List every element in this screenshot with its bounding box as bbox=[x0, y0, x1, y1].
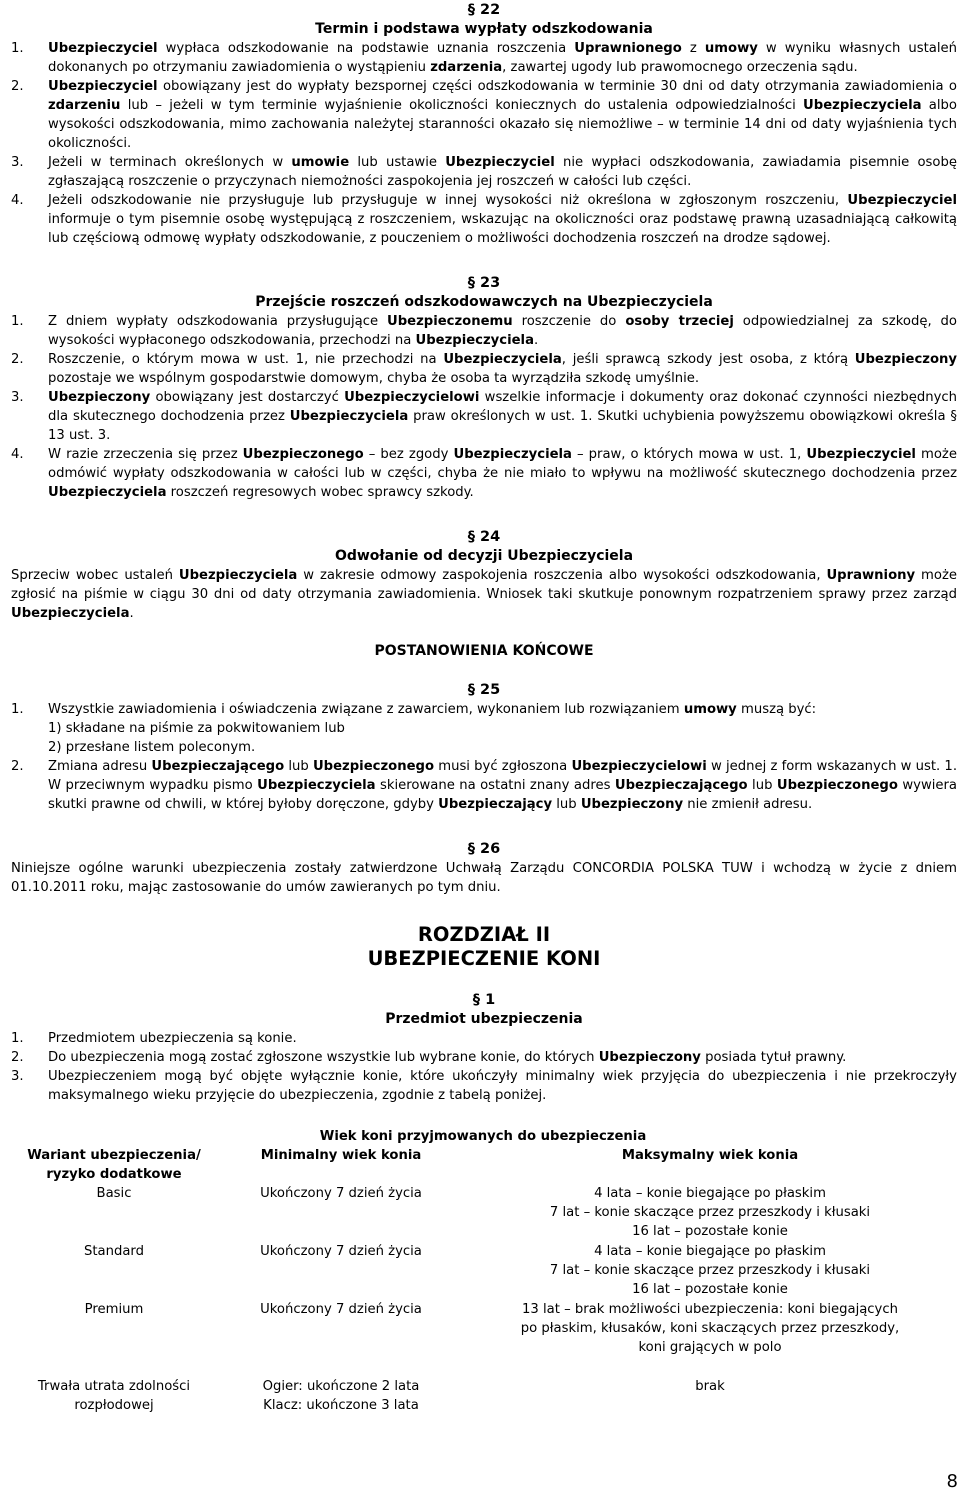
paragraph: Niniejsze ogólne warunki ubezpieczenia zostały zatwierdzone Uchwałą Zarządu CONCORDIA POLSKA TUW i wchodzą w życie z dniem 01.10.2011 roku, mając zastosowanie do umów zawieranych po tym dniu. bbox=[11, 861, 957, 895]
cell-line: brak bbox=[695, 1379, 725, 1394]
table-cell bbox=[465, 1300, 955, 1377]
section-1-number: § 1 bbox=[472, 992, 496, 1008]
horse-age-table bbox=[11, 1127, 955, 1435]
section-24-number: § 24 bbox=[467, 529, 501, 545]
table-cell bbox=[217, 1377, 465, 1435]
document-page bbox=[11, 0, 957, 1435]
cell-line: Ukończony 7 dzień życia bbox=[260, 1186, 422, 1201]
table-row bbox=[11, 1300, 955, 1377]
cell-line: Ukończony 7 dzień życia bbox=[260, 1244, 422, 1259]
cell-line: Ukończony 7 dzień życia bbox=[260, 1302, 422, 1317]
section-22-number: § 22 bbox=[467, 2, 501, 18]
chapter-title: UBEZPIECZENIE KONI bbox=[367, 947, 601, 970]
cell-line: koni grających w polo bbox=[638, 1340, 782, 1355]
final-provisions-title: POSTANOWIENIA KOŃCOWE bbox=[374, 643, 594, 659]
list-item: 2. Do ubezpieczenia mogą zostać zgłoszone wszystkie lub wybrane konie, do których Ubezpieczony posiada tytuł prawny. bbox=[11, 1050, 847, 1065]
cell-line: 7 lat – konie skaczące przez przeszkody i kłusaki bbox=[549, 1205, 871, 1220]
cell-line: 4 lata – konie biegające po płaskim bbox=[594, 1244, 826, 1259]
table-cell bbox=[217, 1242, 465, 1300]
table-row bbox=[11, 1184, 955, 1242]
cell-line: Ogier: ukończone 2 lata bbox=[262, 1379, 420, 1394]
column-header: Wariant ubezpieczenia/ ryzyko dodatkowe bbox=[27, 1148, 201, 1182]
cell-line: 16 lat – pozostałe konie bbox=[632, 1282, 788, 1297]
table-row bbox=[11, 1377, 955, 1435]
column-header: Maksymalny wiek konia bbox=[621, 1148, 799, 1163]
list-item: 3. Ubezpieczony obowiązany jest dostarczyć Ubezpieczycielowi wszelkie informacje i dokumenty oraz dokonać czynności niezbędnych dla skutecznego dochodzenia przez Ubezpieczyciela praw określonych w ust. 1. Skutki uchybienia powyższemu obowiązkowi określa § 13 ust. 3. bbox=[11, 390, 957, 443]
cell-line: 7 lat – konie skaczące przez przeszkody i kłusaki bbox=[549, 1263, 871, 1278]
table-cell bbox=[465, 1377, 955, 1435]
cell-line: 4 lata – konie biegające po płaskim bbox=[594, 1186, 826, 1201]
table-cell: Premium bbox=[84, 1302, 144, 1317]
list-item: 2. Roszczenie, o którym mowa w ust. 1, nie przechodzi na Ubezpieczyciela, jeśli sprawcą szkody jest osoba, z którą Ubezpieczony pozostaje we wspólnym gospodarstwie domowym, chyba że osoba ta wyrządziła szkodę umyślnie. bbox=[11, 352, 957, 386]
paragraph: Sprzeciw wobec ustaleń Ubezpieczyciela w zakresie odmowy zaspokojenia roszczenia albo wysokości odszkodowania, Uprawniony może zgłosić na piśmie w ciągu 30 dni od daty otrzymania zawiadomienia. Wniosek taki skutkuje ponownym rozpatrzeniem sprawy przez zarząd Ubezpieczyciela. bbox=[11, 568, 957, 621]
section-25-number: § 25 bbox=[467, 682, 501, 698]
table-cell: Basic bbox=[96, 1186, 132, 1201]
list-item: 1. Przedmiotem ubezpieczenia są konie. bbox=[11, 1031, 297, 1046]
chapter-number: ROZDZIAŁ II bbox=[417, 923, 551, 946]
cell-line: po płaskim, kłusaków, koni skaczących przez przeszkody, bbox=[520, 1321, 900, 1336]
list-item: 1. Ubezpieczyciel wypłaca odszkodowanie na podstawie uznania roszczenia Uprawnionego z umowy w wyniku własnych ustaleń dokonanych po otrzymaniu zawiadomienia o wystąpieniu zdarzenia, zawartej ugody lub prawomocnego orzeczenia sądu. bbox=[11, 41, 958, 75]
cell-line: Klacz: ukończone 3 lata bbox=[263, 1398, 419, 1413]
section-26-number: § 26 bbox=[467, 841, 501, 857]
table-cell bbox=[217, 1184, 465, 1242]
cell-line: 13 lat – brak możliwości ubezpieczenia: koni biegających bbox=[522, 1302, 898, 1317]
table-row bbox=[11, 1242, 955, 1300]
cell-line: 16 lat – pozostałe konie bbox=[632, 1224, 788, 1239]
section-23-title: Przejście roszczeń odszkodowawczych na Ubezpieczyciela bbox=[255, 294, 713, 310]
list-item: 1. Wszystkie zawiadomienia i oświadczenia związane z zawarciem, wykonaniem lub rozwiązaniem umowy muszą być: 1) składane na piśmie za pokwitowaniem lub 2) przesłane listem poleconym. bbox=[11, 702, 817, 755]
table-header-row bbox=[11, 1146, 955, 1184]
section-23-number: § 23 bbox=[467, 275, 501, 291]
section-22-title: Termin i podstawa wypłaty odszkodowania bbox=[315, 21, 653, 37]
list-item: 2. Ubezpieczyciel obowiązany jest do wypłaty bezspornej części odszkodowania w terminie 30 dni od daty otrzymania zawiadomienia o zdarzeniu lub – jeżeli w tym terminie wyjaśnienie okoliczności koniecznych do ustalenia odpowiedzialności Ubezpieczyciela albo wysokości odszkodowania, mimo zachowania należytej staranności okazało się niemożliwe – w terminie 14 dni od daty wyjaśnienia tych okoliczności. bbox=[11, 79, 957, 151]
table-cell bbox=[465, 1242, 955, 1300]
column-header: Minimalny wiek konia bbox=[260, 1148, 422, 1163]
list-item: 3. Jeżeli w terminach określonych w umowie lub ustawie Ubezpieczyciel nie wypłaci odszkodowania, zawiadamia pisemnie osobę zgłaszającą roszczenie o przyczynach niemożności zaspokojenia jej roszczeń w całości lub części. bbox=[11, 155, 957, 189]
table-cell bbox=[465, 1184, 955, 1242]
list-item: 1. Z dniem wypłaty odszkodowania przysługujące Ubezpieczonemu roszczenie do osoby trzeciej odpowiedzialnej za szkodę, do wysokości wypłaconego odszkodowania, przechodzi na Ubezpieczyciela. bbox=[11, 314, 957, 348]
table-title: Wiek koni przyjmowanych do ubezpieczenia bbox=[319, 1129, 647, 1144]
list-item: 4. Jeżeli odszkodowanie nie przysługuje lub przysługuje w innej wysokości niż określona w zgłoszonym roszczeniu, Ubezpieczyciel informuje o tym pisemnie osobę występującą z roszczeniem, wskazując na okoliczności oraz podstawę prawną uzasadniającą całkowitą lub częściową odmowę wypłaty odszkodowanie, z pouczeniem o możliwości dochodzenia roszczeń na drodze sądowej. bbox=[11, 193, 957, 246]
page-number: 8 bbox=[946, 1471, 958, 1492]
section-24-title: Odwołanie od decyzji Ubezpieczyciela bbox=[334, 548, 634, 564]
list-item: 2. Zmiana adresu Ubezpieczającego lub Ubezpieczonego musi być zgłoszona Ubezpieczycielowi w jednej z form wskazanych w ust. 1. W przeciwnym wypadku pismo Ubezpieczyciela skierowane na ostatni znany adres Ubezpieczającego lub Ubezpieczonego wywiera skutki prawne od chwili, w której byłoby doręczone, gdyby Ubezpieczający lub Ubezpieczony nie zmienił adresu. bbox=[11, 759, 958, 812]
table-cell bbox=[217, 1300, 465, 1377]
list-item: 4. W razie zrzeczenia się przez Ubezpieczonego – bez zgody Ubezpieczyciela – praw, o których mowa w ust. 1, Ubezpieczyciel może odmówić wypłaty odszkodowania w całości lub w części, chyba że nie miało to wpływu na możliwość skutecznego dochodzenia przez Ubezpieczyciela roszczeń regresowych wobec sprawcy szkody. bbox=[11, 447, 957, 500]
list-item: 3. Ubezpieczeniem mogą być objęte wyłącznie konie, które ukończyły minimalny wiek przyjęcia do ubezpieczenia i nie przekroczyły maksymalnego wieku przyjęcie do ubezpieczenia, zgodnie z tabelą poniżej. bbox=[11, 1069, 957, 1103]
section-1-title: Przedmiot ubezpieczenia bbox=[385, 1011, 583, 1027]
table-cell: Standard bbox=[84, 1244, 144, 1259]
table-cell: Trwała utrata zdolności rozpłodowej bbox=[37, 1379, 191, 1413]
